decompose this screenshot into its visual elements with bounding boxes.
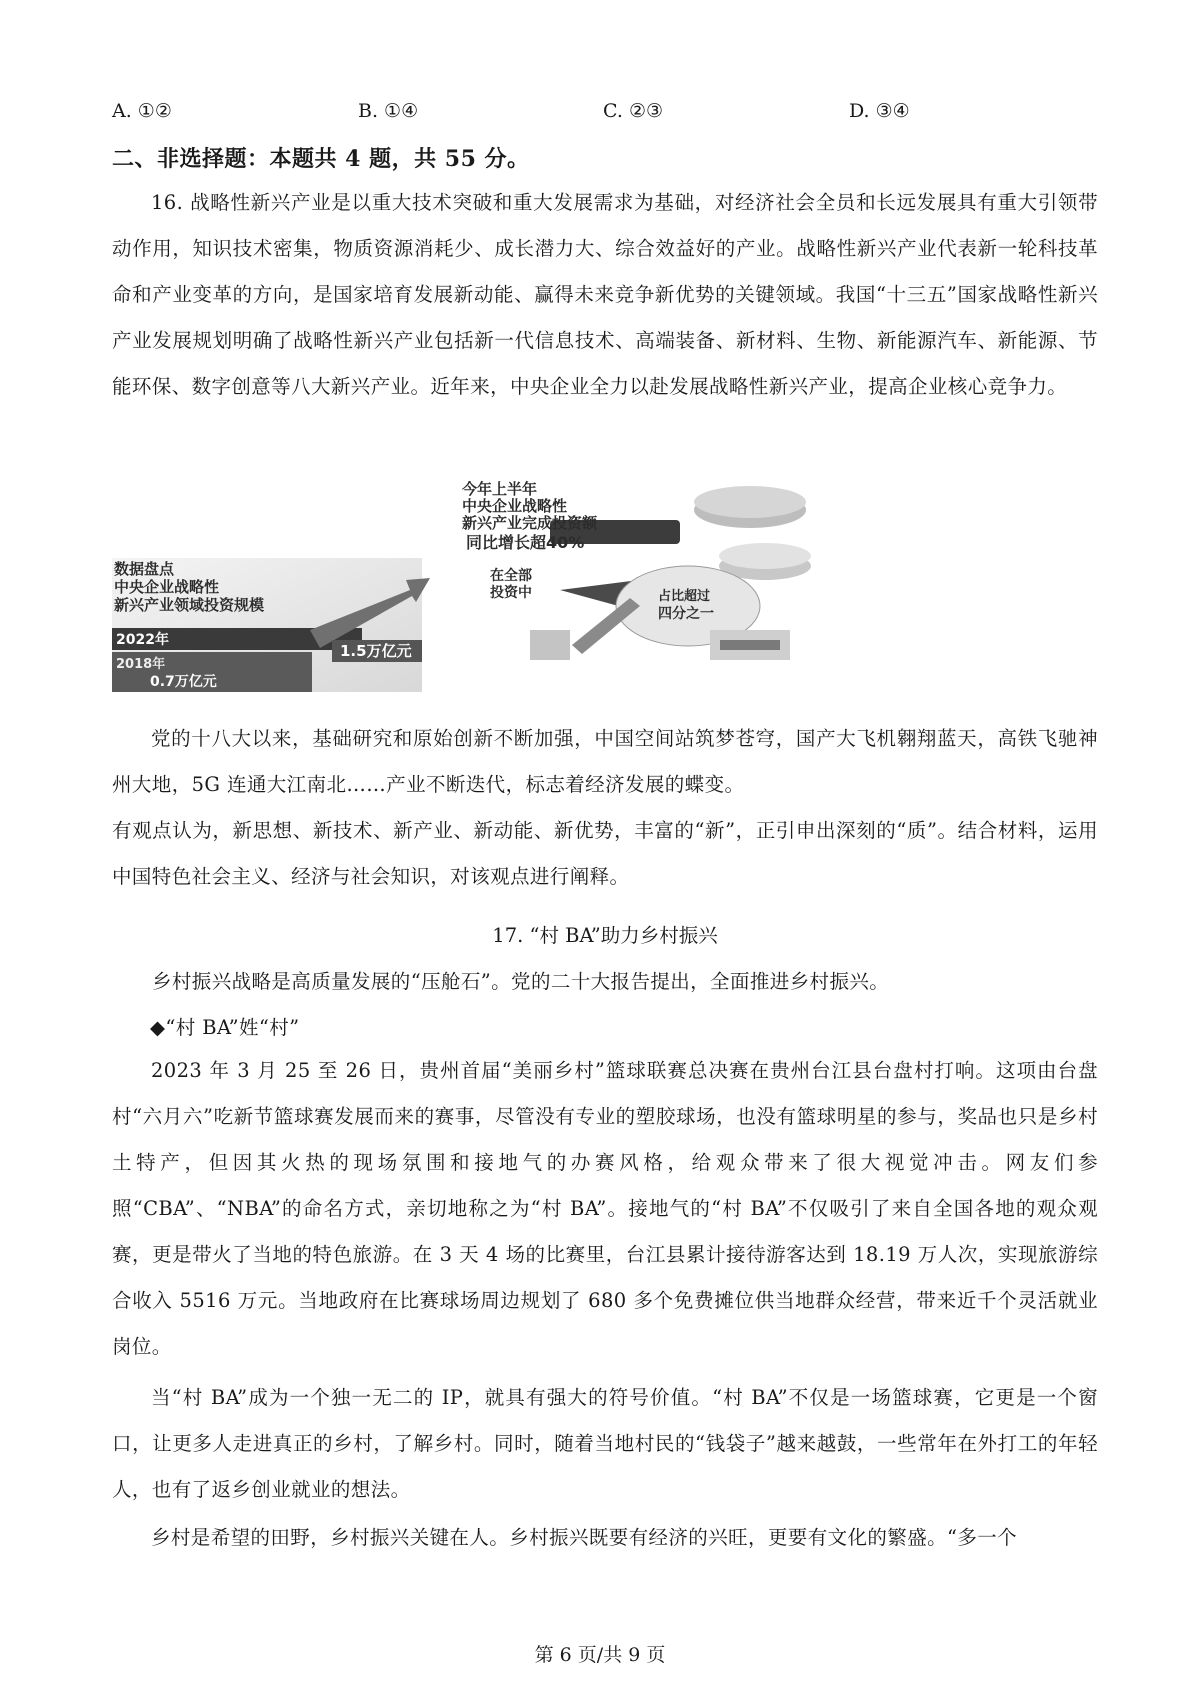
q17-title: 17. “村 BA”助力乡村振兴	[492, 924, 718, 947]
q17-paragraph-1: 2023 年 3 月 25 至 26 日，贵州首届“美丽乡村”篮球联赛总决赛在贵州台江县台盘村打响。这项由台盘村“六月六”吃新节篮球赛发展而来的赛事，尽管没有专业的塑胶球场，也没有篮球明星的参与，奖品也只是乡村土特产，但因其火热的现场氛围和接地气的办赛风格，给观众带来了很大视觉冲击。网友们参照“CBA”、“NBA”的命名方式，亲切地称之为“村 BA”。接地气的“村 BA”不仅吸引了来自全国各地的观众观赛，更是带火了当地的特色旅游。在 3 天 4 场的比赛里，台江县累计接待游客达到 18.19 万人次，实现旅游综合收入 5516 万元。当地政府在比赛球场周边规划了 680 多个免费摊位供当地群众经营，带来近千个灵活就业岗位。	[112, 1059, 1098, 1358]
share-value-1: 占比超过	[658, 589, 711, 604]
option-d: D. ③④	[849, 100, 910, 122]
answer-options	[112, 100, 1112, 134]
q16-paragraph-2: 党的十八大以来，基础研究和原始创新不断加强，中国空间站筑梦苍穹，国产大飞机翱翔蓝天，高铁飞驰神州大地，5G 连通大江南北……产业不断迭代，标志着经济发展的蝶变。	[112, 727, 1098, 796]
option-a: A. ①②	[112, 100, 172, 122]
q16-intro: 16. 战略性新兴产业是以重大技术突破和重大发展需求为基础，对经济社会全员和长远发展具有重大引领带动作用，知识技术密集，物质资源消耗少、成长潜力大、综合效益好的产业。战略性新兴产业代表新一轮科技革命和产业变革的方向，是国家培育发展新动能、赢得未来竞争新优势的关键领域。我国“十三五”国家战略性新兴产业发展规划明确了战略性新兴产业包括新一代信息技术、高端装备、新材料、生物、新能源汽车、新能源、节能环保、数字创意等八大新兴产业。近年来，中央企业全力以赴发展战略性新兴产业，提高企业核心竞争力。	[112, 191, 1098, 398]
growth-label: 同比增长超40%	[466, 533, 585, 552]
value-2022-label: 1.5万亿元	[340, 642, 412, 660]
right-title-2: 新兴产业完成投资额	[462, 514, 598, 532]
left-title-2: 新兴产业领域投资规模	[114, 596, 265, 614]
q17-paragraph-3: 乡村是希望的田野，乡村振兴关键在人。乡村振兴既要有经济的兴旺，更要有文化的繁盛。“多一个	[151, 1526, 1018, 1549]
q17-intro: 乡村振兴战略是高质量发展的“压舱石”。党的二十大报告提出，全面推进乡村振兴。	[152, 970, 890, 993]
option-c: C. ②③	[603, 100, 664, 122]
q17-paragraph-2: 当“村 BA”成为一个独一无二的 IP，就具有强大的符号价值。“村 BA”不仅是一场篮球赛，它更是一个窗口，让更多人走进真正的乡村，了解乡村。同时，随着当地村民的“钱袋子”越来越鼓，一些常年在外打工的年轻人，也有了返乡创业就业的想法。	[112, 1386, 1098, 1501]
option-b: B. ①④	[358, 100, 419, 122]
share-value-2: 四分之一	[658, 606, 714, 622]
investment-infographic	[110, 480, 830, 692]
section-title: 二、非选择题：本题共 4 题，共 55 分。	[112, 146, 530, 172]
q17-bullet-heading: ◆“村 BA”姓“村”	[150, 1016, 300, 1039]
left-heading: 数据盘点	[114, 560, 175, 578]
right-title-1: 中央企业战略性	[462, 497, 568, 515]
year-prev-label: 2018年	[116, 657, 166, 672]
page-footer: 第 6 页/共 9 页	[534, 1644, 666, 1666]
share-label-2: 投资中	[490, 585, 532, 601]
left-title-1: 中央企业战略性	[114, 578, 220, 596]
share-label-1: 在全部	[490, 568, 532, 584]
year-2022-label: 2022年	[116, 632, 169, 648]
right-heading: 今年上半年	[462, 480, 538, 498]
q16-question: 有观点认为，新思想、新技术、新产业、新动能、新优势，丰富的“新”，正引申出深刻的“质”。结合材料，运用中国特色社会主义、经济与社会知识，对该观点进行阐释。	[112, 819, 1098, 888]
value-prev-label: 0.7万亿元	[150, 674, 217, 690]
